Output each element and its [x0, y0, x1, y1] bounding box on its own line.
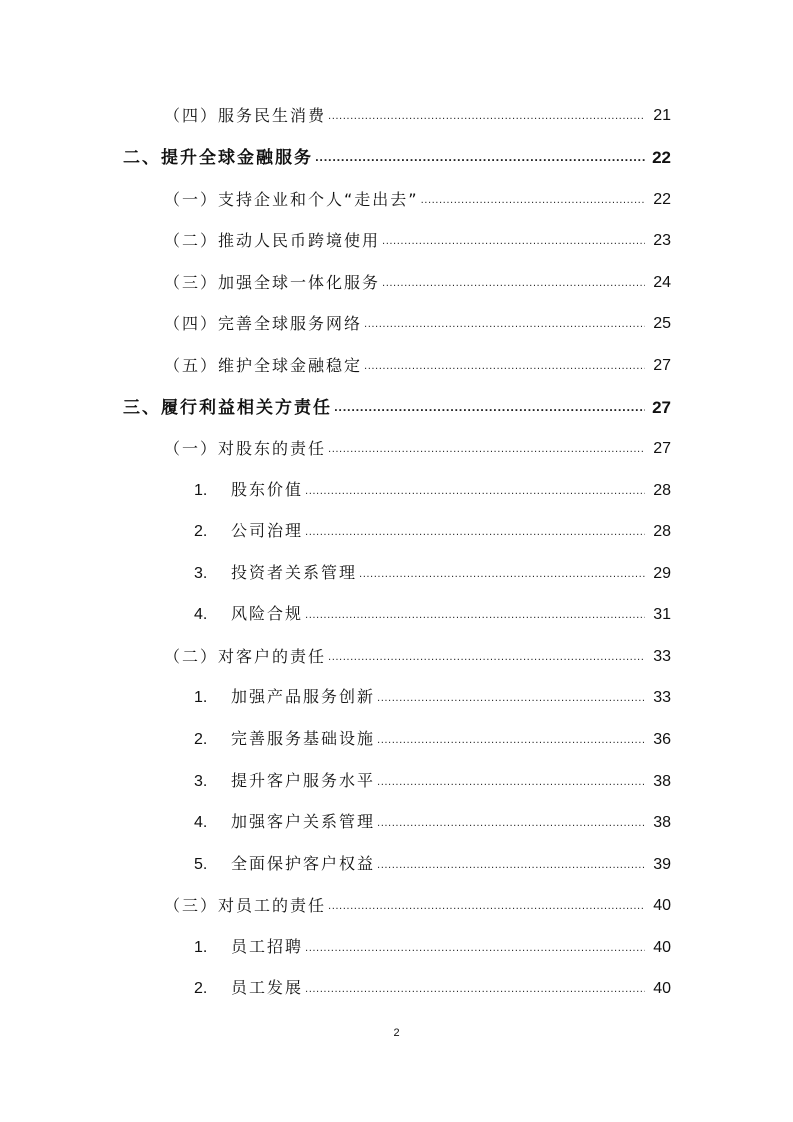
dot-leader: [305, 606, 645, 626]
toc-subentry-label: [194, 812, 377, 833]
toc-entry-page: 27: [653, 440, 671, 457]
toc-subentry-page: 28: [653, 523, 671, 540]
toc-subentry-page: 36: [653, 731, 671, 748]
dot-leader: [315, 149, 645, 169]
dot-leader: [377, 814, 645, 834]
toc-subentry-title: 提升客户服务水平: [231, 771, 376, 790]
dot-leader: [377, 773, 645, 793]
toc-subentry-label: [194, 771, 377, 792]
dot-leader: [328, 897, 645, 917]
toc-subentry-employee-development[interactable]: [0, 971, 793, 999]
toc-section-page: 22: [652, 148, 671, 167]
toc-entry-page: 22: [653, 191, 671, 208]
toc-section-global-financial-services[interactable]: [0, 140, 793, 168]
page-number: 2: [393, 1027, 400, 1039]
toc-entry-global-integrated-service[interactable]: [0, 265, 793, 293]
toc-subentry-title: 加强客户关系管理: [231, 812, 376, 831]
toc-subentry-label: [194, 729, 377, 750]
toc-entry-employees[interactable]: [0, 888, 793, 916]
toc-subentry-number: 2.: [194, 523, 208, 540]
dot-leader: [305, 980, 645, 1000]
toc-subentry-corporate-governance[interactable]: [0, 514, 793, 542]
toc-subentry-recruitment[interactable]: [0, 930, 793, 958]
toc-subentry-number: 3.: [194, 565, 208, 582]
toc-subentry-page: 33: [653, 689, 671, 706]
toc-entry-global-financial-stability[interactable]: [0, 348, 793, 376]
toc-subentry-title: 投资者关系管理: [231, 563, 358, 582]
dot-leader: [305, 482, 645, 502]
toc-subentry-number: 3.: [194, 773, 208, 790]
toc-subentry-risk-compliance[interactable]: [0, 597, 793, 625]
dot-leader: [328, 440, 645, 460]
toc-subentry-title: 风险合规: [231, 604, 304, 623]
toc-subentry-page: 38: [653, 814, 671, 831]
toc-subentry-title: 全面保护客户权益: [231, 854, 376, 873]
toc-entry-label: （一）支持企业和个人“走出去”: [164, 190, 419, 209]
toc-subentry-page: 31: [653, 606, 671, 623]
toc-subentry-page: 40: [653, 939, 671, 956]
toc-entry-go-global[interactable]: [0, 182, 793, 210]
toc-subentry-title: 加强产品服务创新: [231, 687, 376, 706]
toc-entry-page: 33: [653, 648, 671, 665]
toc-entry-label: （二）推动人民币跨境使用: [164, 231, 381, 250]
toc-subentry-title: 员工招聘: [231, 937, 304, 956]
toc-subentry-number: 2.: [194, 980, 208, 997]
toc-entry-label: （四）完善全球服务网络: [164, 314, 363, 333]
toc-subentry-label: [194, 604, 305, 625]
toc-entry-label: （四）服务民生消费: [164, 106, 327, 125]
dot-leader: [328, 107, 645, 127]
toc-subentry-service-level[interactable]: [0, 764, 793, 792]
toc-subentry-customer-relations[interactable]: [0, 805, 793, 833]
toc-subentry-title: 股东价值: [231, 480, 304, 499]
toc-subentry-number: 5.: [194, 856, 208, 873]
toc-subentry-page: 28: [653, 482, 671, 499]
toc-subentry-title: 公司治理: [231, 521, 304, 540]
dot-leader: [328, 648, 645, 668]
toc-subentry-number: 1.: [194, 482, 208, 499]
toc-subentry-page: 40: [653, 980, 671, 997]
toc-subentry-label: [194, 687, 377, 708]
toc-subentry-page: 39: [653, 856, 671, 873]
toc-section-stakeholder-responsibility[interactable]: [0, 390, 793, 418]
dot-leader: [377, 689, 645, 709]
dot-leader: [334, 399, 645, 419]
toc-entry-rmb-cross-border[interactable]: [0, 223, 793, 251]
toc-entry-label: （一）对股东的责任: [164, 439, 327, 458]
toc-subentry-service-infrastructure[interactable]: [0, 722, 793, 750]
toc-entry-customers[interactable]: [0, 639, 793, 667]
toc-section-label: 三、履行利益相关方责任: [123, 398, 332, 418]
toc-entry-label: （五）维护全球金融稳定: [164, 356, 363, 375]
toc-entry-page: 23: [653, 232, 671, 249]
toc-entry-label: （三）加强全球一体化服务: [164, 273, 381, 292]
toc-entry-page: 25: [653, 315, 671, 332]
toc-entry-page: 24: [653, 274, 671, 291]
toc-subentry-page: 29: [653, 565, 671, 582]
toc-entry-label: （二）对客户的责任: [164, 647, 327, 666]
toc-subentry-number: 4.: [194, 814, 208, 831]
dot-leader: [359, 565, 645, 585]
toc-entry-serve-livelihood-consumption[interactable]: [0, 98, 793, 126]
toc-subentry-investor-relations[interactable]: [0, 556, 793, 584]
toc-subentry-label: [194, 480, 305, 501]
toc-section-label: 二、提升全球金融服务: [123, 148, 313, 168]
toc-subentry-number: 1.: [194, 939, 208, 956]
dot-leader: [377, 731, 645, 751]
toc-entry-label: （三）对员工的责任: [164, 896, 327, 915]
toc-entry-shareholders[interactable]: [0, 431, 793, 459]
toc-section-page: 27: [652, 398, 671, 417]
toc-subentry-label: [194, 854, 377, 875]
toc-subentry-product-innovation[interactable]: [0, 680, 793, 708]
dot-leader: [377, 856, 645, 876]
toc-subentry-number: 1.: [194, 689, 208, 706]
toc-subentry-label: [194, 978, 305, 999]
toc-entry-page: 40: [653, 897, 671, 914]
toc-entry-page: 27: [653, 357, 671, 374]
toc-subentry-number: 4.: [194, 606, 208, 623]
toc-entry-page: 21: [653, 107, 671, 124]
toc-subentry-label: [194, 937, 305, 958]
toc-subentry-customer-rights[interactable]: [0, 847, 793, 875]
dot-leader: [364, 315, 645, 335]
toc-subentry-shareholder-value[interactable]: [0, 473, 793, 501]
toc-subentry-label: [194, 563, 359, 584]
toc-subentry-title: 完善服务基础设施: [231, 729, 376, 748]
dot-leader: [382, 232, 645, 252]
toc-entry-global-service-network[interactable]: [0, 306, 793, 334]
dot-leader: [305, 523, 645, 543]
toc-subentry-title: 员工发展: [231, 978, 304, 997]
dot-leader: [305, 939, 645, 959]
toc-subentry-number: 2.: [194, 731, 208, 748]
dot-leader: [382, 274, 645, 294]
dot-leader: [421, 191, 645, 211]
toc-subentry-label: [194, 521, 305, 542]
toc-subentry-page: 38: [653, 773, 671, 790]
dot-leader: [364, 357, 645, 377]
